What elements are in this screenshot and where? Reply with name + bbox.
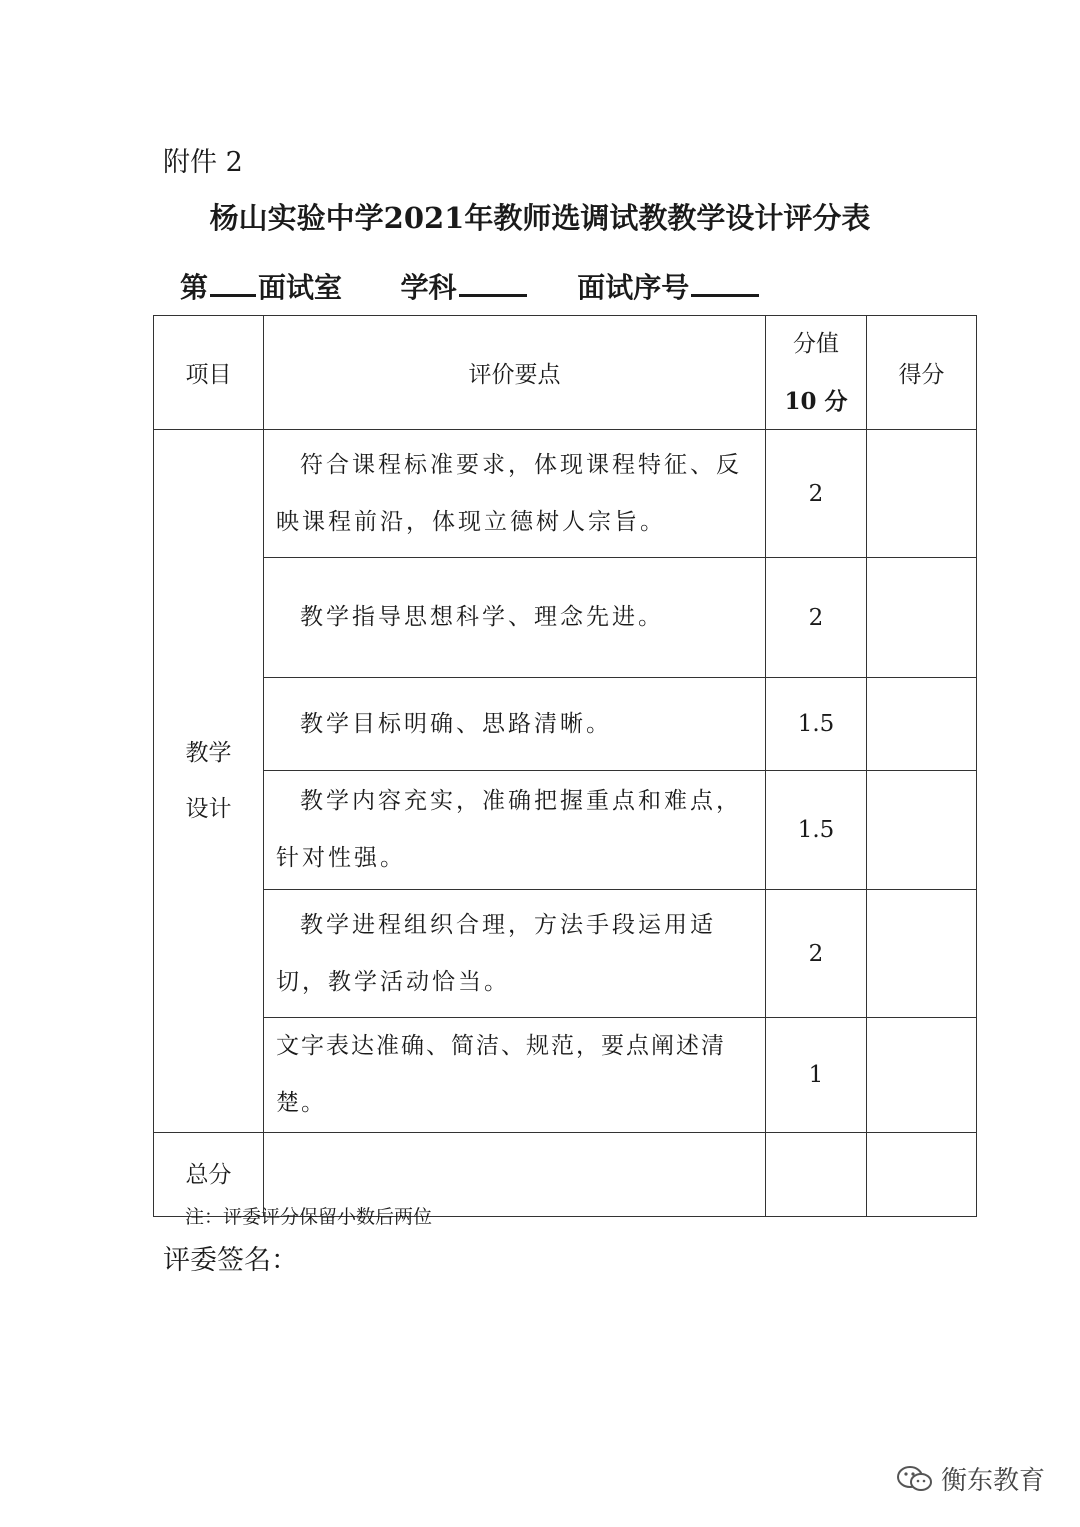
category-cell [154,430,264,1133]
criteria-cell [264,1018,766,1133]
attachment-label: 附件 2 [163,147,243,178]
score-value: 1.5 [766,771,867,890]
obtained-score-cell[interactable] [867,890,977,1018]
table-row [154,558,977,678]
criteria-text: 教学指导思想科学、理念先进。 [300,604,664,630]
criteria-text: 文字表达准确、简洁、规范，要点阐述清楚。 [276,1033,726,1116]
obtained-score-cell[interactable] [867,678,977,771]
score-table [153,315,977,1217]
total-obtained-cell[interactable] [867,1133,977,1217]
room-suffix: 面试室 [258,271,343,304]
subject-blank [459,270,527,297]
header-score [766,316,867,430]
category-line1: 教学 [185,740,232,766]
watermark [895,1460,1045,1497]
criteria-text: 教学内容充实，准确把握重点和难点，针对性强。 [276,788,742,871]
criteria-text: 教学目标明确、思路清晰。 [300,710,612,737]
score-value: 2 [766,890,867,1018]
header-row [154,316,977,430]
header-score-label: 分值 [793,331,839,357]
table-row [154,771,977,890]
note: 注：评委评分保留小数后两位 [185,1206,433,1228]
form-subline [180,266,761,306]
score-value: 1 [766,1018,867,1133]
header-item: 项目 [154,316,264,430]
signature-label: 评委签名： [163,1245,298,1276]
watermark-text: 衡东教育 [940,1466,1045,1496]
form-title: 杨山实验中学2021年教师选调试教教学设计评分表 [209,201,871,235]
table-row [154,678,977,771]
room-prefix: 第 [180,271,209,304]
header-score-total: 10 分 [784,388,848,415]
criteria-cell [264,558,766,678]
criteria-text: 符合课程标准要求，体现课程特征、反映课程前沿，体现立德树人宗旨。 [276,451,742,535]
header-obtained: 得分 [867,316,977,430]
seq-blank [691,270,759,297]
criteria-cell [264,678,766,771]
table-row [154,890,977,1018]
category-line2: 设计 [185,796,232,822]
header-criteria: 评价要点 [264,316,766,430]
table-row [154,430,977,558]
score-value: 1.5 [766,678,867,771]
criteria-cell [264,890,766,1018]
obtained-score-cell[interactable] [867,430,977,558]
total-label: 总分 [154,1133,264,1217]
subject-label: 学科 [400,271,457,304]
criteria-cell [264,430,766,558]
obtained-score-cell[interactable] [867,558,977,678]
obtained-score-cell[interactable] [867,771,977,890]
score-value: 2 [766,558,867,678]
wechat-icon [895,1464,935,1494]
score-value: 2 [766,430,867,558]
table-row [154,1018,977,1133]
room-blank [210,270,256,297]
criteria-cell [264,771,766,890]
total-score-value-cell [766,1133,867,1217]
obtained-score-cell[interactable] [867,1018,977,1133]
criteria-text: 教学进程组织合理，方法手段运用适切，教学活动恰当。 [276,911,716,995]
seq-label: 面试序号 [577,271,690,304]
